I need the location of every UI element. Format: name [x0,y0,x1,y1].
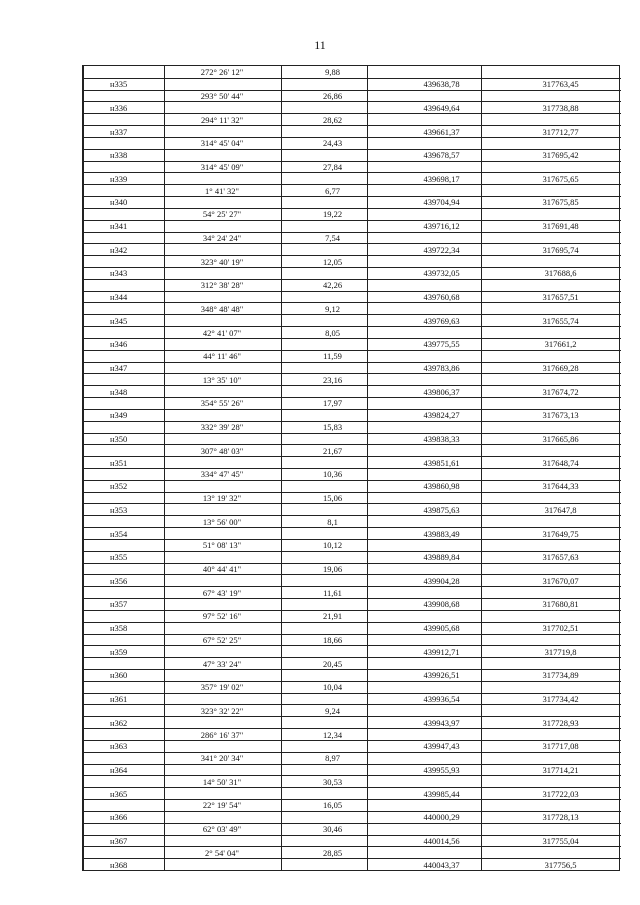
coordinate-x: 440043,37 [423,859,460,870]
row-divider [83,243,621,244]
direction-angle: 2° 54' 04" [205,847,239,858]
point-name: н366 [110,812,128,823]
point-name: н346 [110,339,128,350]
direction-angle: 312° 38' 28" [200,280,244,291]
point-name: н360 [110,670,128,681]
row-divider [83,480,621,481]
direction-angle: 314° 45' 09" [200,162,244,172]
point-name: н341 [110,221,128,232]
coordinate-y: 317738,88 [542,102,579,113]
coordinate-y: 317647,8 [544,504,577,515]
segment-length: 26,86 [322,91,343,102]
row-divider [83,291,621,292]
point-name: н354 [110,528,128,539]
row-divider [83,846,621,847]
row-divider [83,515,621,516]
segment-length: 28,62 [322,114,343,125]
point-name: н339 [110,173,128,184]
point-name: н338 [110,150,128,161]
coordinate-x: 440000,29 [423,812,460,823]
point-name: н362 [110,717,128,728]
row-divider [83,409,621,410]
row-divider [83,161,621,162]
coordinate-x: 439698,17 [423,173,460,184]
point-name: н340 [110,197,128,208]
segment-length: 27,84 [322,162,343,172]
direction-angle: 323° 32' 22" [200,705,244,716]
coordinate-x: 439905,68 [423,623,460,634]
direction-angle: 13° 35' 10" [202,374,242,385]
coordinate-y: 317717,08 [542,741,579,752]
row-divider [83,681,621,682]
direction-angle: 22° 19' 54" [202,800,242,811]
point-name: н364 [110,765,128,775]
direction-angle: 34° 24' 24" [202,232,242,243]
coordinate-y: 317674,72 [542,386,579,397]
segment-length: 12,34 [322,729,343,740]
direction-angle: 334° 47' 45" [200,469,244,480]
coordinate-y: 317714,21 [542,765,579,775]
segment-length: 16,05 [322,800,343,811]
coordinate-x: 439860,98 [423,481,460,492]
row-divider [83,527,621,528]
segment-length: 30,46 [322,824,343,835]
row-divider [83,456,621,457]
row-divider [83,314,621,315]
point-name: н359 [110,646,128,657]
row-divider [83,823,621,824]
row-divider [83,255,621,256]
segment-length: 8,05 [325,327,340,338]
row-divider [83,433,621,434]
coordinate-x: 439649,64 [423,102,460,113]
direction-angle: 348° 48' 48" [200,303,244,314]
segment-length: 15,06 [322,493,343,504]
row-divider [83,610,621,611]
row-divider [83,196,621,197]
row-divider [83,574,621,575]
coordinate-y: 317702,51 [542,623,579,634]
coordinate-y: 317695,42 [542,150,579,161]
point-name: н357 [110,599,128,610]
coordinate-y: 317680,81 [542,599,579,610]
coordinate-x: 439732,05 [423,268,460,279]
coordinate-x: 439904,28 [423,575,460,586]
point-name: н343 [110,268,128,279]
coordinate-x: 439883,49 [423,528,460,539]
coordinate-y: 317728,93 [542,717,579,728]
point-name: н350 [110,433,128,444]
direction-angle: 357° 19' 02" [200,682,244,693]
coordinate-x: 439661,37 [423,126,460,137]
segment-length: 7,54 [325,232,340,243]
point-name: н355 [110,552,128,563]
row-divider [83,503,621,504]
segment-length: 42,26 [322,280,343,291]
row-divider [83,444,621,445]
point-name: н367 [110,835,128,846]
segment-length: 9,12 [325,303,340,314]
row-divider [83,338,621,339]
point-name: н361 [110,694,128,705]
coordinate-y: 317669,28 [542,363,579,373]
coordinate-y: 317712,77 [542,126,579,137]
row-divider [83,137,621,138]
row-divider [83,350,621,351]
coordinate-y: 317655,74 [542,315,579,326]
row-divider [83,267,621,268]
row-divider [83,799,621,800]
direction-angle: 67° 43' 19" [202,587,242,598]
segment-length: 20,45 [322,658,343,669]
point-name: н353 [110,504,128,515]
segment-length: 10,12 [322,540,343,551]
segment-length: 10,04 [322,682,343,693]
segment-length: 19,06 [322,564,343,574]
segment-length: 28,85 [322,847,343,858]
coordinate-x: 439936,54 [423,694,460,705]
row-divider [83,598,621,599]
point-name: н337 [110,126,128,137]
coordinate-y: 317661,2 [544,339,577,350]
row-divider [83,302,621,303]
direction-angle: 294° 11' 32" [200,114,244,125]
row-divider [83,775,621,776]
row-divider [83,373,621,374]
direction-angle: 1° 41' 32" [205,185,239,196]
direction-angle: 314° 45' 04" [200,138,244,149]
row-divider [83,622,621,623]
direction-angle: 13° 56' 00" [202,516,242,527]
coordinate-y: 317649,75 [542,528,579,539]
segment-length: 17,97 [322,398,343,409]
coordinate-x: 439955,93 [423,765,460,775]
coordinate-x: 439926,51 [423,670,460,681]
segment-length: 21,91 [322,611,343,622]
point-name: н368 [110,859,128,870]
coordinate-x: 439824,27 [423,410,460,421]
point-name: н345 [110,315,128,326]
coordinate-x: 439769,63 [423,315,460,326]
coordinate-y: 317763,45 [542,79,579,90]
point-name: н351 [110,457,128,468]
coordinate-y: 317734,42 [542,694,579,705]
coordinate-x: 439943,97 [423,717,460,728]
coordinate-y: 317756,5 [544,859,577,870]
coordinate-x: 439947,43 [423,741,460,752]
row-divider [83,113,621,114]
coordinate-y: 317719,8 [544,646,577,657]
point-name: н365 [110,788,128,799]
direction-angle: 307° 48' 03" [200,445,244,456]
row-divider [83,563,621,564]
direction-angle: 286° 16' 37" [200,729,244,740]
direction-angle: 341° 20' 34" [200,753,244,764]
row-divider [83,657,621,658]
direction-angle: 13° 19' 32" [202,493,242,504]
direction-angle: 47° 33' 24" [202,658,242,669]
direction-angle: 354° 55' 26" [200,398,244,409]
coordinate-y: 317755,04 [542,835,579,846]
coordinate-x: 439722,34 [423,244,460,255]
segment-length: 15,83 [322,422,343,433]
row-divider [83,220,621,221]
coordinate-x: 439912,71 [423,646,460,657]
row-divider [83,645,621,646]
segment-length: 11,59 [323,351,342,362]
point-name: н349 [110,410,128,421]
direction-angle: 97° 52' 16" [202,611,242,622]
coordinate-x: 439678,57 [423,150,460,161]
coordinate-x: 439716,12 [423,221,460,232]
coordinate-x: 439775,55 [423,339,460,350]
coordinate-y: 317665,86 [542,433,579,444]
direction-angle: 293° 50' 44" [200,91,244,102]
segment-length: 10,36 [322,469,343,480]
point-name: н344 [110,292,128,303]
coordinate-y: 317648,74 [542,457,579,468]
point-name: н347 [110,363,128,373]
row-divider [83,858,621,859]
point-name: н352 [110,481,128,492]
row-divider [83,551,621,552]
coordinate-x: 439760,68 [423,292,460,303]
row-divider [83,326,621,327]
row-divider [83,78,621,79]
row-divider [83,811,621,812]
segment-length: 8,1 [327,516,338,527]
segment-length: 9,88 [325,67,340,78]
coordinate-y: 317657,51 [542,292,579,303]
row-divider [83,101,621,102]
segment-length: 23,16 [322,374,343,385]
segment-length: 8,97 [325,753,340,764]
coordinate-y: 317734,89 [542,670,579,681]
row-divider [83,728,621,729]
row-divider [83,232,621,233]
coordinate-x: 439806,37 [423,386,460,397]
point-name: н336 [110,102,128,113]
coordinate-y: 317695,74 [542,244,579,255]
coordinate-y: 317722,03 [542,788,579,799]
point-name: н348 [110,386,128,397]
coordinate-y: 317673,13 [542,410,579,421]
direction-angle: 51° 08' 13" [202,540,242,551]
row-divider [83,586,621,587]
segment-length: 12,05 [322,256,343,267]
point-name: н342 [110,244,128,255]
row-divider [83,787,621,788]
row-divider [83,385,621,386]
row-divider [83,539,621,540]
direction-angle: 54° 25' 27" [202,209,242,220]
row-divider [83,492,621,493]
direction-angle: 40° 44' 41" [202,564,242,574]
row-divider [83,421,621,422]
coordinate-y: 317691,48 [542,221,579,232]
direction-angle: 323° 40' 19" [200,256,244,267]
segment-length: 11,61 [323,587,342,598]
direction-angle: 44° 11' 46" [203,351,241,362]
coordinate-y: 317688,6 [544,268,577,279]
coordinate-y: 317644,33 [542,481,579,492]
direction-angle: 67° 52' 25" [202,634,242,645]
segment-length: 19,22 [322,209,343,220]
segment-length: 30,53 [322,776,343,787]
coordinate-table [82,65,620,871]
row-divider [83,362,621,363]
direction-angle: 14° 50' 31" [202,776,242,787]
coordinate-x: 439889,84 [423,552,460,563]
row-divider [83,125,621,126]
row-divider [83,90,621,91]
row-divider [83,835,621,836]
row-divider [83,208,621,209]
coordinate-x: 439985,44 [423,788,460,799]
coordinate-x: 439704,94 [423,197,460,208]
row-divider [83,184,621,185]
point-name: н358 [110,623,128,634]
row-divider [83,740,621,741]
row-divider [83,468,621,469]
coordinate-x: 439838,33 [423,433,460,444]
row-divider [83,764,621,765]
row-divider [83,397,621,398]
coordinate-y: 317675,85 [542,197,579,208]
row-divider [83,172,621,173]
direction-angle: 62° 03' 49" [202,824,242,835]
segment-length: 9,24 [325,705,340,716]
coordinate-y: 317670,07 [542,575,579,586]
point-name: н335 [110,79,128,90]
direction-angle: 332° 39' 28" [200,422,244,433]
row-divider [83,149,621,150]
row-divider [83,704,621,705]
direction-angle: 272° 26' 12" [200,67,244,78]
page-number: 11 [314,38,326,52]
segment-length: 6,77 [325,185,340,196]
row-divider [83,752,621,753]
coordinate-x: 439783,86 [423,363,460,373]
coordinate-x: 439851,61 [423,457,460,468]
row-divider [83,279,621,280]
coordinate-y: 317728,13 [542,812,579,823]
coordinate-x: 439908,68 [423,599,460,610]
coordinate-y: 317675,65 [542,173,579,184]
point-name: н356 [110,575,128,586]
coordinate-x: 440014,56 [423,835,460,846]
point-name: н363 [110,741,128,752]
segment-length: 21,67 [322,445,343,456]
segment-length: 18,66 [322,634,343,645]
row-divider [83,634,621,635]
direction-angle: 42° 41' 07" [202,327,242,338]
row-divider [83,669,621,670]
coordinate-y: 317657,63 [542,552,579,563]
coordinate-x: 439875,63 [423,504,460,515]
coordinate-x: 439638,78 [423,79,460,90]
row-divider [83,693,621,694]
row-divider [83,716,621,717]
segment-length: 24,43 [322,138,343,149]
